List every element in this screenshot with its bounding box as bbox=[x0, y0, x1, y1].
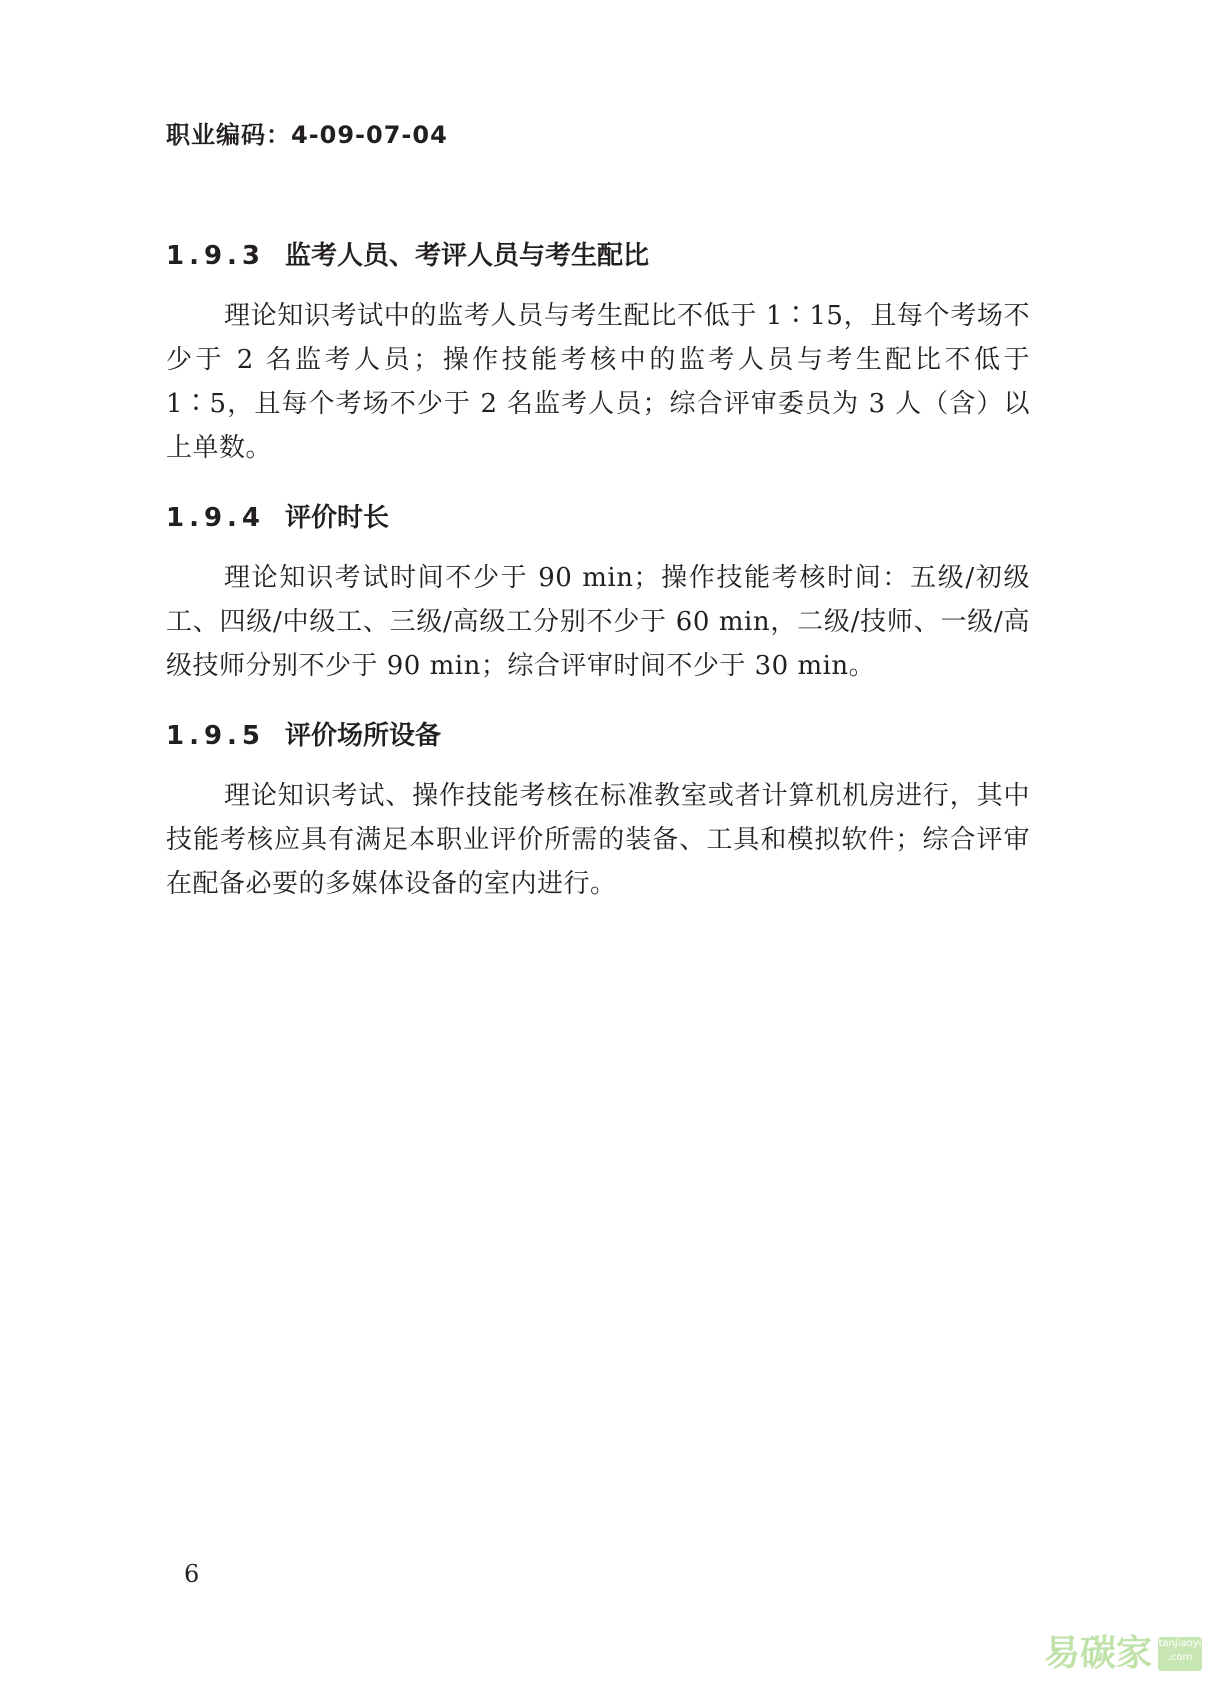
section-title: 评价时长 bbox=[285, 503, 390, 533]
section-paragraph: 理论知识考试、操作技能考核在标准教室或者计算机机房进行，其中技能考核应具有满足本职业评价所需的装备、工具和模拟软件；综合评审在配备必要的多媒体设备的室内进行。 bbox=[166, 781, 1030, 899]
watermark-domain-badge bbox=[1158, 1637, 1202, 1671]
section-1-9-5 bbox=[166, 714, 1030, 906]
section-1-9-4 bbox=[166, 496, 1030, 688]
section-heading bbox=[166, 496, 1030, 540]
occupation-code: 职业编码：4-09-07-04 bbox=[166, 121, 448, 149]
section-paragraph: 理论知识考试中的监考人员与考生配比不低于 1∶15，且每个考场不少于 2 名监考人员；操作技能考核中的监考人员与考生配比不低于 1∶5，且每个考场不少于 2 名监考人员；综合评审委员为 3 人（含）以上单数。 bbox=[166, 301, 1030, 463]
section-number: 1.9.3 bbox=[166, 241, 266, 271]
section-heading bbox=[166, 234, 1030, 278]
section-paragraph: 理论知识考试时间不少于 90 min；操作技能考核时间：五级/初级工、四级/中级工、三级/高级工分别不少于 60 min，二级/技师、一级/高级技师分别不少于 90 min；综合评审时间不少于 30 min。 bbox=[166, 563, 1030, 681]
watermark-domain-bottom: .com bbox=[1167, 1652, 1193, 1663]
watermark-domain-top: tanjiaoyi bbox=[1158, 1638, 1202, 1649]
watermark-logo bbox=[1044, 1625, 1202, 1681]
page-number: 6 bbox=[184, 1560, 200, 1588]
watermark-logo-text: 易碳家 bbox=[1044, 1633, 1153, 1674]
section-1-9-3 bbox=[166, 234, 1030, 470]
section-heading bbox=[166, 714, 1030, 758]
section-number: 1.9.5 bbox=[166, 721, 266, 751]
section-number: 1.9.4 bbox=[166, 503, 266, 533]
page-content bbox=[166, 234, 1030, 932]
section-title: 监考人员、考评人员与考生配比 bbox=[285, 241, 650, 271]
section-title: 评价场所设备 bbox=[285, 721, 442, 751]
